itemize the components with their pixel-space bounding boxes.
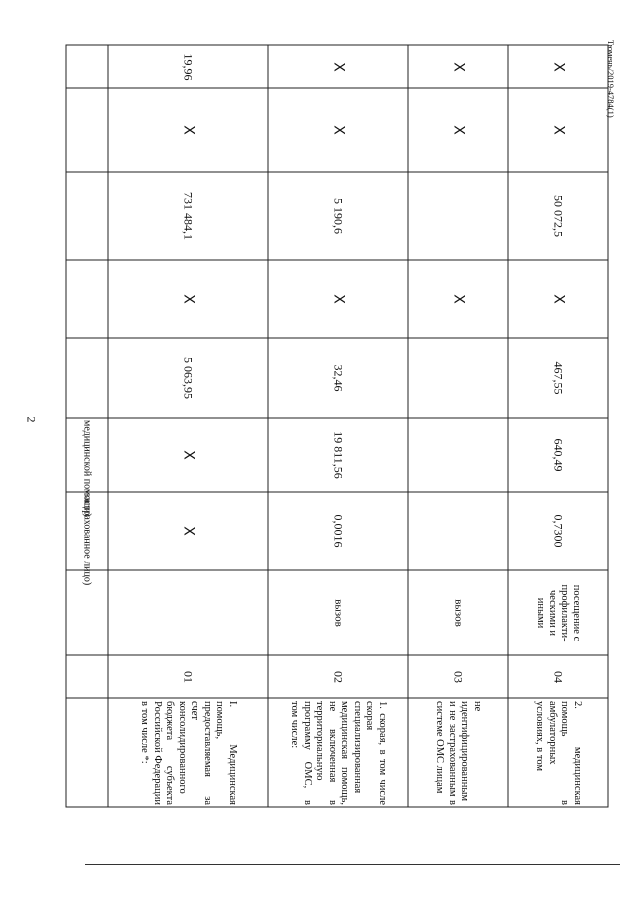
header-medhelp-text: медицинской помощи) [81,420,93,517]
sum-oms-01: X [180,125,197,135]
sum-oms-04: X [550,125,567,135]
per-oms-02: X [330,294,347,304]
code-04: 04 [551,670,566,683]
pct-01: 19,96 [181,53,196,80]
per-oms-04: X [550,294,567,304]
per-budget-01: 5 063,95 [181,357,196,399]
name-04: 2. медицинская помощь в амбулаторных условиях, в том [534,700,583,805]
unit-02: вызов [332,598,345,627]
cost-02: 19 811,56 [331,431,346,479]
volume-04: 0,7300 [551,514,566,548]
per-oms-03: X [450,294,467,304]
pct-02: X [330,61,347,72]
pct-04: X [550,61,567,72]
code-02: 02 [331,670,346,683]
name-01: I. Медицинская помощь, предоставляемая за счет консолидированного бюджета субъекта Российской Федерации в том числе *: [139,700,238,805]
volume-02: 0,0016 [331,514,346,548]
sum-budget-04: 50 072,5 [551,195,566,237]
footer-line [85,864,620,865]
sum-budget-02: 5 190,6 [331,198,346,234]
cost-04: 640,49 [551,438,566,472]
per-budget-02: 32,46 [331,364,346,392]
unit-03: вызов [452,598,465,627]
page-number-label: 2 [24,416,39,423]
cost-01: X [180,450,197,460]
per-oms-01: X [180,294,197,304]
code-03: 03 [451,670,466,683]
volume-01: X [180,526,197,536]
code-01: 01 [181,670,196,683]
name-03: не идентифицированным и не застрахованным в системе ОМС лицам [434,700,483,805]
pct-03: X [450,61,467,72]
header-insured-text: застрахованное лицо) [81,493,93,586]
per-budget-04: 467,55 [551,361,566,395]
sum-oms-03: X [450,125,467,135]
sum-oms-02: X [330,125,347,135]
name-02: 1. скорая, в том числе скорая специализированная медицинская помощь, не включенная в территориальную программу ОМС, в том числе: [289,700,388,805]
sum-budget-01: 731 484,1 [181,192,196,240]
doc-id-label: Тюмень/2019-4784(1) [606,40,616,118]
unit-04: посещение с профилакти- ческими и иными [535,583,582,642]
